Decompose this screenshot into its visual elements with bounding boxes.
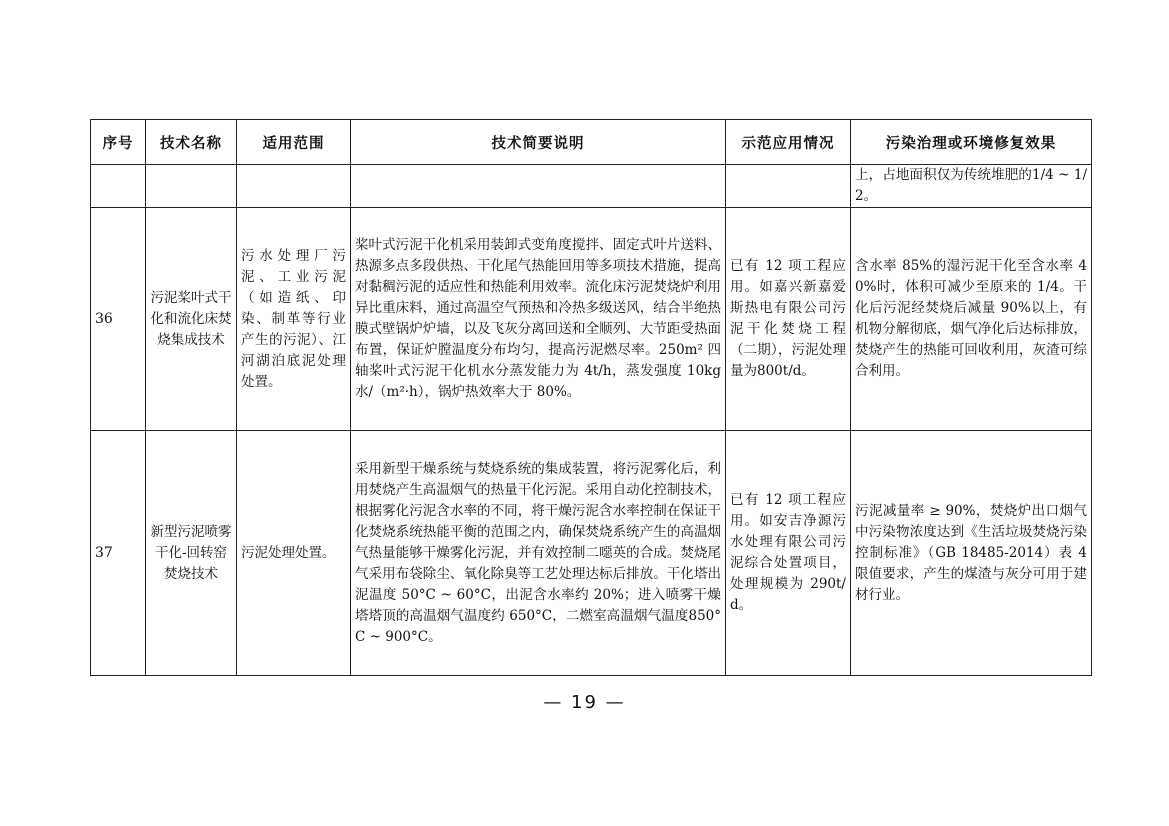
cell-empty — [237, 165, 351, 208]
cell-effect — [851, 208, 1092, 431]
tech-name: 新型污泥喷雾干化-回转窑焚烧技术 — [150, 523, 232, 582]
description-text: 桨叶式污泥干化机采用装卸式变角度搅拌、固定式叶片送料、热源多点多段供热、干化尾气热能回用等多项技术措施，提高对黏稠污泥的适应性和热能利用效率。流化床污泥焚烧炉利用异比重床料，通过高温空气预热和冷热多级送风，结合半绝热膜式壁锅炉炉墙，以及飞灰分离回送和全顺列、大节距受热面布置，保证炉膛温度分布均匀，提高污泥燃尽率。250m² 四轴桨叶式污泥干化机水分蒸发能力为 4t/h，蒸发强度 10kg 水/（m²·h），锅炉热效率大于 80%。 — [355, 237, 721, 400]
cell-effect — [851, 431, 1092, 676]
header-scope: 适用范围 — [237, 120, 351, 165]
cell-description — [351, 208, 726, 431]
header-tech-name: 技术名称 — [146, 120, 237, 165]
cell-serial-no — [91, 431, 146, 676]
table-header-row — [91, 120, 1092, 165]
cell-serial-no — [91, 208, 146, 431]
cell-tech-name — [146, 208, 237, 431]
effect-text: 污泥减量率 ≥ 90%，焚烧炉出口烟气中污染物浓度达到《生活垃圾焚烧污染控制标准》（GB 18485-2014）表 4 限值要求，产生的煤渣与灰分可用于建材行业。 — [855, 502, 1087, 603]
table-row-continuation — [91, 165, 1092, 208]
cell-scope — [237, 208, 351, 431]
cell-application — [726, 431, 851, 676]
description-text: 采用新型干燥系统与焚烧系统的集成装置，将污泥雾化后，利用焚烧产生高温烟气的热量干化污泥。采用自动化控制技术，根据雾化污泥含水率的不同，将干燥污泥含水率控制在保证干化焚烧系统热能平衡的范围之内，确保焚烧系统产生的高温烟气热量能够干燥雾化污泥，并有效控制二噁英的合成。焚烧尾气采用布袋除尘、氧化除臭等工艺处理达标后排放。干化塔出泥温度 50°C ~ 60°C，出泥含水率约 20%；进入喷雾干燥塔塔顶的高温烟气温度约 650°C，二燃室高温烟气温度850°C ~ 900°C。 — [355, 460, 721, 645]
serial-no: 36 — [95, 310, 113, 327]
scope-text: 污泥处理处置。 — [241, 544, 336, 561]
cell-effect-continuation — [851, 165, 1092, 208]
serial-no: 37 — [95, 544, 113, 561]
table-row — [91, 431, 1092, 676]
cell-empty — [91, 165, 146, 208]
application-text: 已有 12 项工程应用。如嘉兴新嘉爱斯热电有限公司污泥干化焚烧工程（二期），污泥处理量为800t/d。 — [730, 258, 846, 379]
header-serial-no: 序号 — [91, 120, 146, 165]
header-effect: 污染治理或环境修复效果 — [851, 120, 1092, 165]
cell-tech-name — [146, 431, 237, 676]
cell-empty — [146, 165, 237, 208]
application-text: 已有 12 项工程应用。如安吉净源污水处理有限公司污泥综合处置项目，处理规模为 290t/d。 — [730, 492, 846, 613]
header-description: 技术简要说明 — [351, 120, 726, 165]
effect-text: 含水率 85%的湿污泥干化至含水率 40%时，体积可减少至原来的 1/4。干化后污泥经焚烧后减量 90%以上，有机物分解彻底，烟气净化后达标排放，焚烧产生的热能可回收利用，灰渣可综合利用。 — [855, 258, 1087, 379]
cell-empty — [351, 165, 726, 208]
scope-text: 污水处理厂污泥、工业污泥（如造纸、印染、制革等行业产生的污泥）、江河湖泊底泥处理处置。 — [241, 247, 346, 390]
cell-description — [351, 431, 726, 676]
tech-name: 污泥桨叶式干化和流化床焚烧集成技术 — [150, 289, 232, 348]
effect-continuation-text: 上，占地面积仅为传统堆肥的1/4 ~ 1/2。 — [855, 167, 1087, 204]
table-row — [91, 208, 1092, 431]
cell-application — [726, 208, 851, 431]
cell-empty — [726, 165, 851, 208]
cell-scope — [237, 431, 351, 676]
header-application: 示范应用情况 — [726, 120, 851, 165]
page-number: — 19 — — [543, 692, 626, 713]
technology-table — [90, 119, 1092, 676]
